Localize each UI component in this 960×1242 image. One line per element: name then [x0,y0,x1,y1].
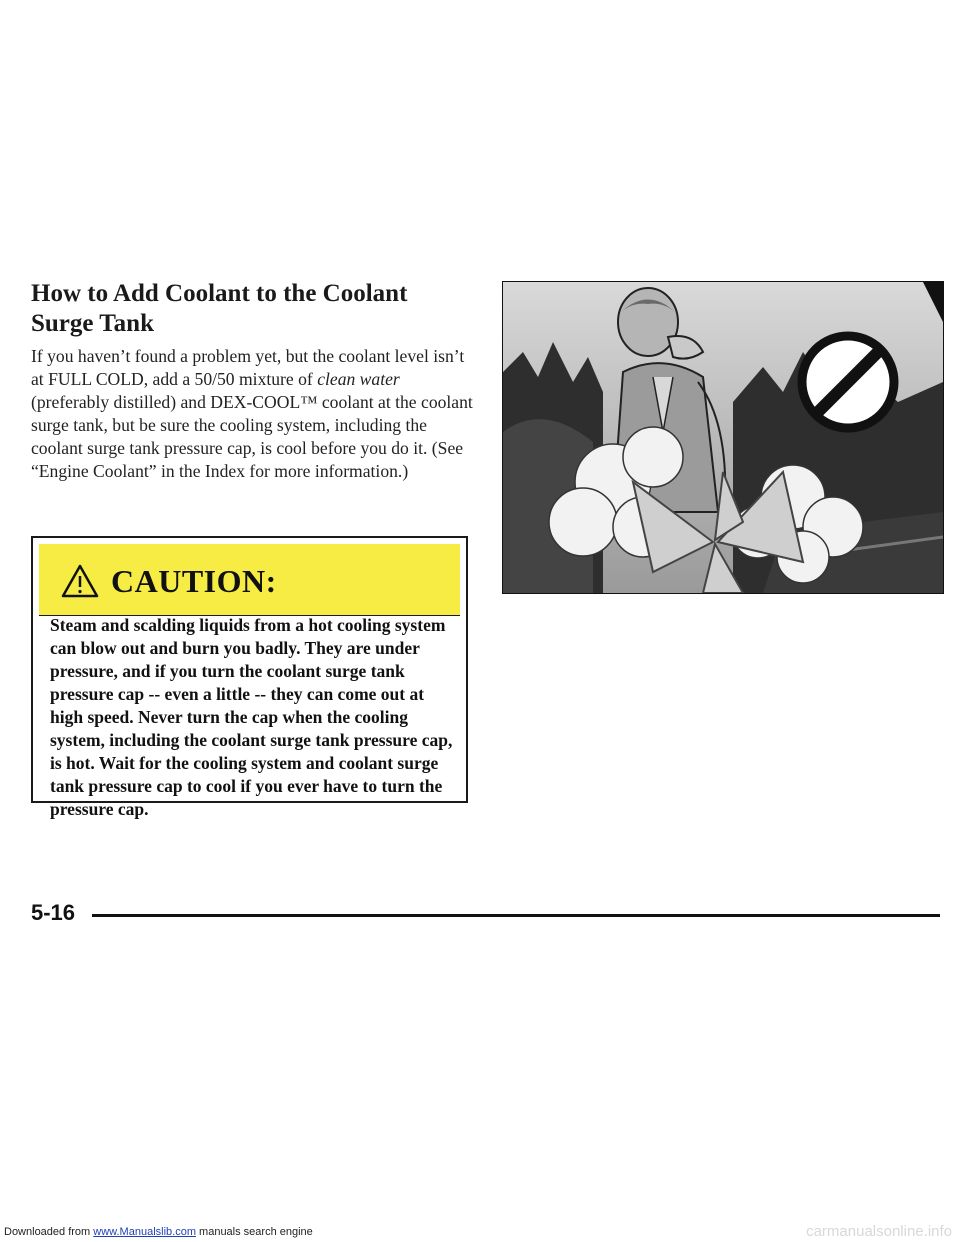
section-title-line-1: How to Add Coolant to the Coolant [31,280,408,307]
caution-header [39,544,460,616]
download-credit-prefix: Downloaded from [4,1226,94,1238]
download-credit [4,1222,313,1242]
section-title [31,279,471,339]
manualslib-link[interactable]: www.Manualslib.com [93,1226,196,1238]
warning-triangle-icon [61,564,99,598]
instruction-paragraph [31,345,481,483]
instruction-text-part-1: If you haven’t found a problem yet, but the coolant level isn’t at FULL COLD, add a 50/50 mixture of [31,346,465,389]
caution-box [31,536,468,819]
instruction-text-italic: clean water [317,369,400,389]
footer-rule [92,914,940,917]
source-footer [0,1222,960,1242]
watermark-text: carmanualsonline.info [806,1223,952,1240]
caution-text: Steam and scalding liquids from a hot cooling system can blow out and burn you badly. They are under pressure, and if you turn the coolant surge tank pressure cap -- even a little -- they can come out at high speed. Never turn the cap when the cooling system, including the coolant surge tank pressure cap, is hot. Wait for the cooling system and coolant surge tank pressure cap to cool if you ever have to turn the pressure cap. [50,615,453,819]
section-title-line-2: Surge Tank [31,310,154,337]
instruction-text-part-2: (preferably distilled) and DEX-COOL™ coolant at the coolant surge tank, but be sure the cooling system, including the coolant surge tank pressure cap, is cool before you do it. (See “Engine Coolant” in the Index for more information.) [31,392,473,481]
caution-label: CAUTION: [111,563,277,599]
page-number: 5-16 [31,900,76,925]
prohibition-icon [802,336,894,428]
illustration-drawing [503,282,943,593]
download-credit-suffix: manuals search engine [195,1226,313,1238]
steam-warning-illustration [502,281,944,594]
